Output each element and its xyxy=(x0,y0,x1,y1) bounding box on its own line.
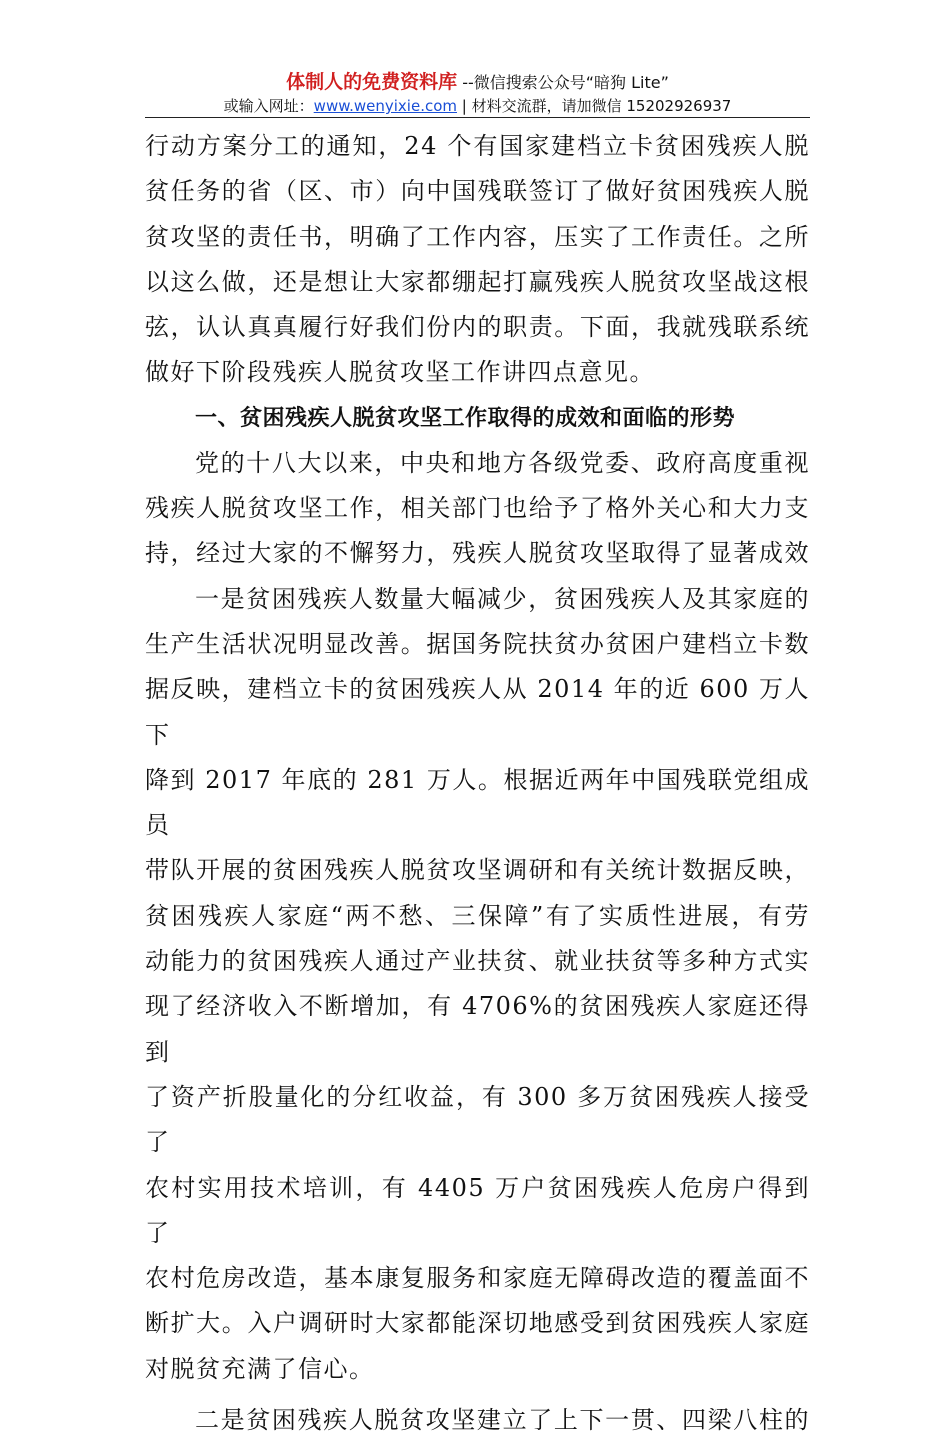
paragraph-line: 一是贫困残疾人数量大幅减少，贫困残疾人及其家庭的 xyxy=(195,584,810,613)
document-body xyxy=(145,124,810,1443)
paragraph-line: 持，经过大家的不懈努力，残疾人脱贫攻坚取得了显著成效 xyxy=(145,539,810,568)
paragraph-line: 贫困残疾人家庭“两不愁、三保障”有了实质性进展，有劳 xyxy=(145,901,810,930)
paragraph-line: 贫攻坚的责任书，明确了工作内容，压实了工作责任。之所 xyxy=(145,222,810,251)
paragraph-line: 行动方案分工的通知，24 个有国家建档立卡贫困残疾人脱 xyxy=(145,132,810,160)
separator: | xyxy=(457,97,472,115)
paragraph-line: 二是贫困残疾人脱贫攻坚建立了上下一贯、四梁八柱的 xyxy=(195,1406,810,1435)
wechat-group-text: 材料交流群，请加微信 15202926937 xyxy=(471,97,732,115)
paragraph-line: 带队开展的贫困残疾人脱贫攻坚调研和有关统计数据反映， xyxy=(145,856,810,885)
paragraph-line: 动能力的贫困残疾人通过产业扶贫、就业扶贫等多种方式实 xyxy=(145,947,810,976)
paragraph-line: 农村危房改造，基本康复服务和家庭无障碍改造的覆盖面不 xyxy=(145,1264,810,1293)
paragraph-line: 断扩大。入户调研时大家都能深切地感受到贫困残疾人家庭 xyxy=(145,1309,810,1338)
paragraph-line: 降到 2017 年底的 281 万人。根据近两年中国残联党组成员 xyxy=(145,765,810,840)
page-header xyxy=(145,70,810,117)
header-promo-line xyxy=(145,70,810,95)
paragraph-line: 据反映，建档立卡的贫困残疾人从 2014 年的近 600 万人下 xyxy=(145,675,810,749)
paragraph-line: 做好下阶段残疾人脱贫攻坚工作讲四点意见。 xyxy=(145,358,655,387)
url-label: 或输入网址： xyxy=(223,97,314,115)
paragraph-line: 以这么做，还是想让大家都绷起打赢残疾人脱贫攻坚战这根 xyxy=(145,267,810,296)
website-link[interactable]: www.wenyixie.com xyxy=(313,97,457,115)
section-heading: 一、贫困残疾人脱贫攻坚工作取得的成效和面临的形势 xyxy=(195,405,736,431)
paragraph-line: 现了经济收入不断增加，有 4706%的贫困残疾人家庭还得到 xyxy=(145,992,810,1066)
header-url-line xyxy=(145,95,810,117)
paragraph-line: 农村实用技术培训，有 4405 万户贫困残疾人危房户得到了 xyxy=(145,1173,810,1247)
paragraph-line: 了资产折股量化的分红收益，有 300 多万贫困残疾人接受了 xyxy=(145,1082,810,1157)
brand-title: 体制人的免费资料库 xyxy=(286,71,458,93)
paragraph-line: 贫任务的省（区、市）向中国残联签订了做好贫困残疾人脱 xyxy=(145,177,810,206)
paragraph-line: 残疾人脱贫攻坚工作，相关部门也给予了格外关心和大力支 xyxy=(145,494,810,523)
paragraph-line: 对脱贫充满了信心。 xyxy=(145,1354,375,1383)
paragraph-line: 生产生活状况明显改善。据国务院扶贫办贫困户建档立卡数 xyxy=(145,629,810,658)
wechat-promo-text: --微信搜索公众号“暗狗 Lite” xyxy=(457,73,669,92)
paragraph-line: 党的十八大以来，中央和地方各级党委、政府高度重视 xyxy=(195,448,810,477)
header-divider xyxy=(145,117,810,118)
paragraph-line: 弦，认认真真履行好我们份内的职责。下面，我就残联系统 xyxy=(145,313,810,342)
